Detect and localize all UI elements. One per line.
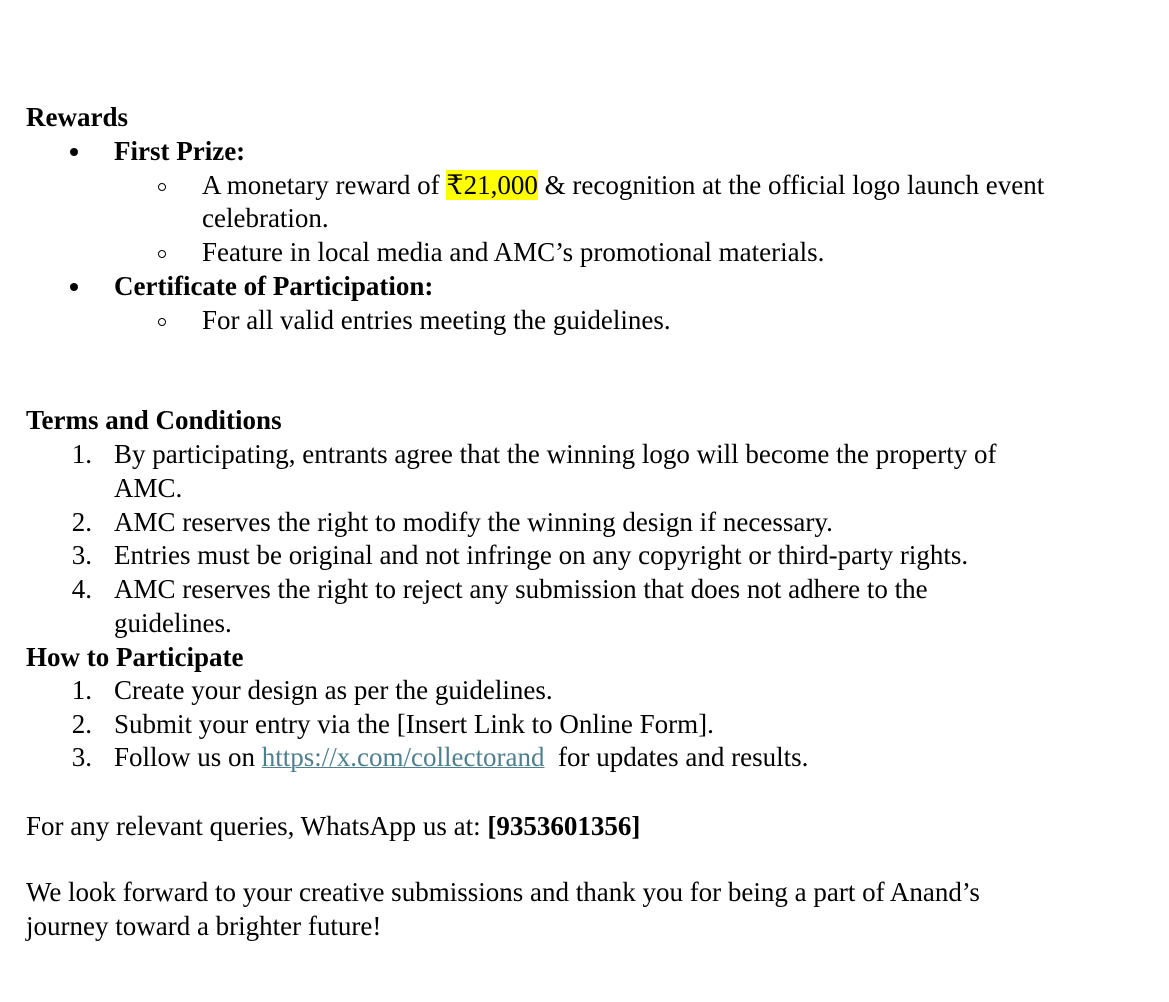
rewards-heading: Rewards [26, 102, 128, 132]
first-prize-label: First Prize: [114, 136, 246, 166]
first-prize-item-1 [202, 168, 1044, 202]
contact-line [26, 809, 640, 843]
reward-amount-highlight: ₹21,000 [446, 170, 538, 200]
terms-item-2: AMC reserves the right to modify the winning design if necessary. [114, 507, 833, 537]
participate-item-1-number: 1. [71, 675, 92, 705]
reward-text-pre: A monetary reward of [202, 170, 447, 200]
participate-heading: How to Participate [26, 642, 244, 672]
participate-item-3-number: 3. [71, 742, 92, 772]
terms-item-2-number: 2. [71, 507, 92, 537]
terms-item-1-continued: AMC. [114, 473, 183, 503]
terms-item-4-continued: guidelines. [114, 608, 232, 638]
terms-item-4-number: 4. [71, 574, 92, 604]
first-prize-item-2: Feature in local media and AMC’s promotional materials. [202, 237, 825, 267]
participate-item-2: Submit your entry via the [Insert Link to Online Form]. [114, 709, 714, 739]
certificate-label: Certificate of Participation: [114, 271, 434, 301]
participate-item-2-number: 2. [71, 709, 92, 739]
bullet-dot-first-prize [70, 148, 78, 156]
bullet-circle-reward [158, 183, 166, 191]
follow-text-post: for updates and results. [544, 742, 809, 772]
bullet-dot-certificate [70, 283, 78, 291]
bullet-circle-feature [158, 250, 166, 258]
participate-item-3 [114, 740, 808, 774]
bullet-circle-certificate [158, 318, 166, 326]
follow-text-pre: Follow us on [114, 742, 262, 772]
contact-text: For any relevant queries, WhatsApp us at: [26, 811, 488, 841]
terms-item-3-number: 3. [71, 540, 92, 570]
terms-item-1: By participating, entrants agree that the winning logo will become the property of [114, 439, 997, 469]
whatsapp-number: [9353601356] [487, 811, 641, 841]
terms-item-4: AMC reserves the right to reject any submission that does not adhere to the [114, 574, 928, 604]
closing-line-1: We look forward to your creative submissions and thank you for being a part of Anand’s [26, 877, 980, 907]
terms-item-1-number: 1. [71, 439, 92, 469]
terms-item-3: Entries must be original and not infringe on any copyright or third-party rights. [114, 540, 969, 570]
closing-line-2: journey toward a brighter future! [26, 911, 382, 941]
first-prize-item-1-continued: celebration. [202, 203, 329, 233]
x-profile-link[interactable]: https://x.com/collectorand [261, 742, 545, 772]
reward-text-post: & recognition at the official logo launch event [537, 170, 1045, 200]
participate-item-1: Create your design as per the guidelines. [114, 675, 553, 705]
certificate-item-1: For all valid entries meeting the guidelines. [202, 305, 671, 335]
terms-heading: Terms and Conditions [26, 405, 282, 435]
